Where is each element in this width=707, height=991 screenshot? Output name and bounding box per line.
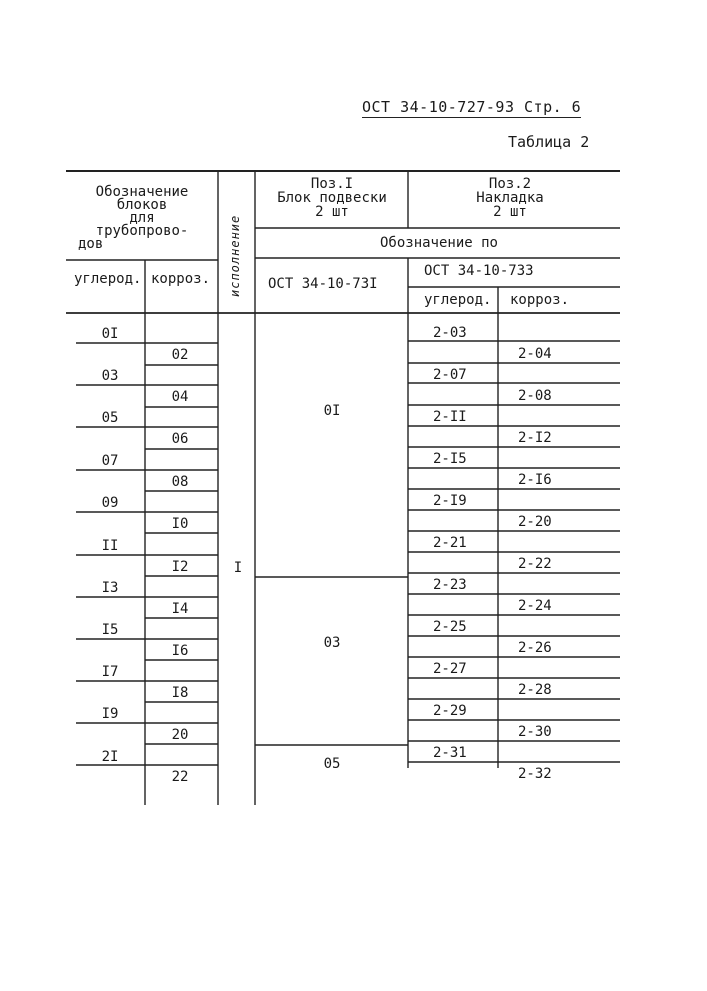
table-cell: 2I (101, 749, 119, 765)
table-cell: 2-25 (433, 619, 467, 635)
pos1-value: 03 (323, 635, 341, 651)
table-cell: I3 (101, 580, 119, 596)
table-cell: 0I (101, 326, 119, 342)
execution-value: I (233, 560, 243, 576)
table-cell: 2-28 (518, 682, 552, 698)
table-cell: I5 (101, 622, 119, 638)
table-cell: 03 (101, 368, 119, 384)
table-cell: 09 (101, 495, 119, 511)
header-pos1 (258, 177, 406, 219)
table-cell: 2-03 (433, 325, 467, 341)
table-cell: 06 (171, 431, 189, 447)
table-cell: 2-I5 (433, 451, 467, 467)
header-ost-733: ОСТ 34-10-733 (424, 263, 534, 279)
table-cell: 2-04 (518, 346, 552, 362)
header-line: трубопрово- (95, 223, 189, 239)
table-cell: 2-I9 (433, 493, 467, 509)
header-line: Поз.I (310, 176, 354, 192)
header-line: для (129, 210, 155, 226)
table-label: Таблица 2 (508, 133, 590, 151)
header-line: 2 шт (493, 204, 527, 220)
header-ost-731: ОСТ 34-10-73I (268, 276, 378, 292)
table-cell: 2-07 (433, 367, 467, 383)
header-blocks-designation (72, 186, 212, 251)
header-corr: коррoз. (151, 271, 211, 287)
header-line: Блок подвески (277, 190, 387, 206)
pos1-value: 05 (323, 756, 341, 772)
table-cell: 2-26 (518, 640, 552, 656)
document-reference: ОСТ 34-10-727-93 Стр. 6 (362, 98, 582, 116)
table-cell: 20 (171, 727, 189, 743)
header-designation-by: Обозначение по (379, 235, 498, 251)
table-cell: II (101, 538, 119, 554)
table-cell: I4 (171, 601, 189, 617)
table-cell: I2 (171, 559, 189, 575)
table-cell: I9 (101, 706, 119, 722)
header-line: 2 шт (315, 204, 349, 220)
table-cell: I0 (171, 516, 189, 532)
table-cell: 04 (171, 389, 189, 405)
table-cell: 2-I2 (518, 430, 552, 446)
table-cell: 2-20 (518, 514, 552, 530)
table-cell: 05 (101, 410, 119, 426)
table-cell: 22 (171, 769, 189, 785)
table-cell: 08 (171, 474, 189, 490)
header-pos2 (420, 177, 600, 219)
header-execution: исполнение (228, 214, 242, 297)
pos1-value: 0I (323, 403, 341, 419)
table-cell: I8 (171, 685, 189, 701)
table-cell: 2-08 (518, 388, 552, 404)
table-cell: 2-23 (433, 577, 467, 593)
table-cell: 2-32 (518, 766, 552, 782)
header-line: Поз.2 (488, 176, 532, 192)
header-corr-2: корроз. (510, 292, 570, 308)
table-cell: 2-21 (433, 535, 467, 551)
header-carbon: углерод. (74, 271, 142, 287)
table-cell: 2-II (433, 409, 467, 425)
table-cell: 2-24 (518, 598, 552, 614)
table-cell: 2-22 (518, 556, 552, 572)
header-line: Обозначение (95, 184, 189, 200)
header-line: дов (78, 236, 104, 252)
header-line: Накладка (476, 190, 544, 206)
table-cell: 2-29 (433, 703, 467, 719)
table-cell: 2-30 (518, 724, 552, 740)
table-cell: 2-27 (433, 661, 467, 677)
header-line: блоков (116, 197, 168, 213)
table-cell: 07 (101, 453, 119, 469)
header-carbon-2: углерод. (424, 292, 492, 308)
table-cell: 2-I6 (518, 472, 552, 488)
table-cell: I7 (101, 664, 119, 680)
table-cell: 2-31 (433, 745, 467, 761)
table-cell: 02 (171, 347, 189, 363)
table-cell: I6 (171, 643, 189, 659)
